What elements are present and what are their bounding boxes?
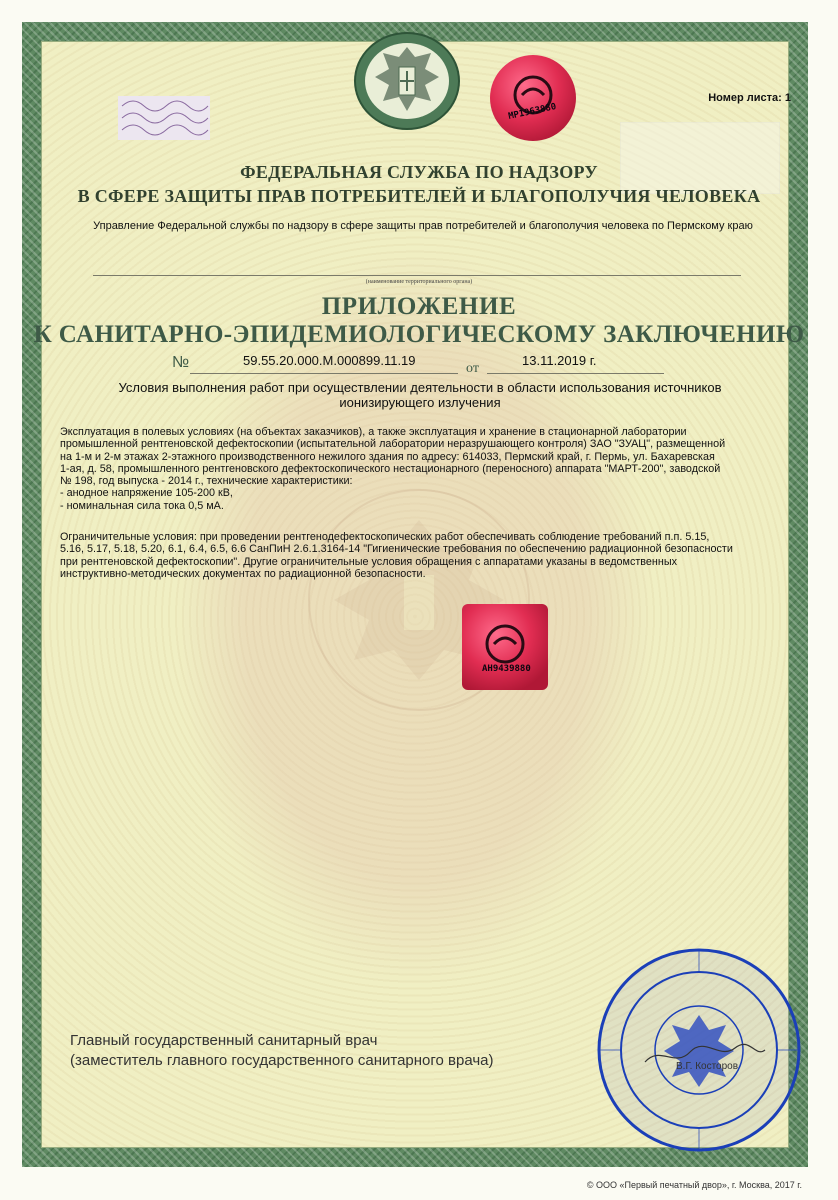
body-line: при рентгеновской дефектоскопии". Другие ограничительные условия обращения с аппаратами указаны в ведомственных [60,555,677,568]
document-title-line1: ПРИЛОЖЕНИЕ [321,293,517,320]
sheet-number: Номер листа: 1 [708,92,791,104]
department-underline [93,275,741,276]
signatory-position-deputy: (заместитель главного государственного санитарного врача) [70,1052,494,1069]
body-line: Эксплуатация в полевых условиях (на объектах заказчиков), а также эксплуатация и хранение в стационарной лаборатории [60,426,687,438]
body-line: 1-ая, д. 58, промышленного рентгеновского дефектоскопического нестационарного (переносного) аппарата "МАРТ-200", заводской [60,462,721,475]
number-label: № [172,354,190,371]
paragraph-operation [60,426,780,512]
department-name: Управление Федеральной службы по надзору в сфере защиты прав потребителей и благополучия человека по Пермскому краю [93,220,753,232]
body-line: 5.16, 5.17, 5.18, 5.20, 6.1, 6.4, 6.5, 6.6 СанПиН 2.6.1.3164-14 "Гигиенические требования по обеспечению радиационной безопасности [60,543,733,556]
date-underline [487,373,664,374]
number-underline [190,373,458,374]
paragraph-restrictions [60,531,780,580]
department-caption: (наименование территориального органа) [365,279,473,285]
date-label: от [466,361,479,376]
body-line: № 198, год выпуска - 2014 г., технические характеристики: [60,475,353,488]
body-line: - анодное напряжение 105-200 кВ, [60,487,233,500]
hologram-middle-serial: AH9439880 [482,664,531,674]
hologram-middle-icon [462,604,548,690]
body-line: на 1-м и 2-м этажах 2-этажного производственного нежилого здания по адресу: 614033, Пермский край, г. Пермь, ул. Бахаревская [60,450,715,463]
agency-title-line1: ФЕДЕРАЛЬНАЯ СЛУЖБА ПО НАДЗОРУ [240,162,598,182]
signatory-position: Главный государственный санитарный врач [70,1032,378,1049]
security-pattern-icon [118,96,210,140]
document-date: 13.11.2019 г. [522,353,597,368]
hologram-top-icon [490,55,576,141]
conditions-heading: Условия выполнения работ при осуществлении деятельности в области использования источников ионизирующего излучения [118,380,722,410]
body-line: инструктивно-методических документах по радиационной безопасности. [60,567,426,580]
printer-credit: © ООО «Первый печатный двор», г. Москва, 2017 г. [586,1180,802,1190]
body-line: Ограничительные условия: при проведении рентгенодефектоскопических работ обеспечивать соблюдение требований п.п. 5.15, [60,531,710,543]
rospotrebnadzor-emblem-icon [353,31,461,131]
agency-title-line2: В СФЕРЕ ЗАЩИТЫ ПРАВ ПОТРЕБИТЕЛЕЙ И БЛАГОПОЛУЧИЯ ЧЕЛОВЕКА [77,186,761,206]
document-number: 59.55.20.000.М.000899.11.19 [243,353,416,368]
hologram-top-serial: MP1963880 [507,102,558,122]
faint-hologram-box [620,122,780,194]
signatory-name: В.Г. Косторов [676,1061,739,1072]
document-title-line2: К САНИТАРНО-ЭПИДЕМИОЛОГИЧЕСКОМУ ЗАКЛЮЧЕНИЮ [33,321,805,348]
body-line: промышленной рентгеновской дефектоскопии (испытательной лаборатории неразрушающего контроля) ЗАО "ЗУАЦ", размещенной [60,438,726,451]
body-line: - номинальная сила тока 0,5 мА. [60,499,224,512]
